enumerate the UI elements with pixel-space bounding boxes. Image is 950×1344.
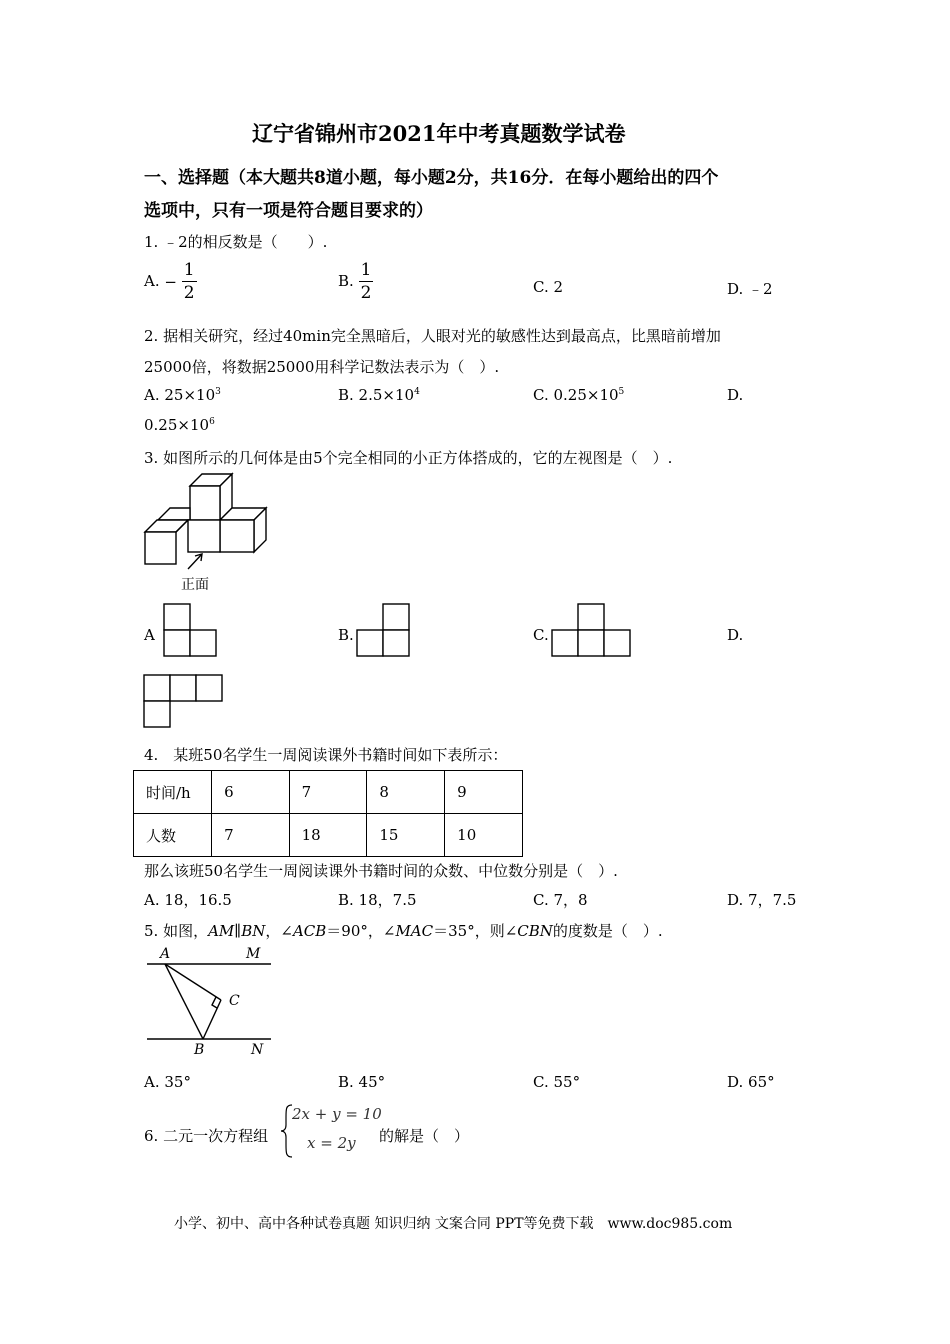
q2-option-b-exponent: 4: [414, 387, 420, 397]
q1-option-b-label: B.: [338, 272, 354, 290]
q1-option-b-denominator: 2: [360, 283, 372, 303]
q5-fig-label-c: C: [229, 993, 240, 1009]
table-cell: 人数: [134, 814, 212, 857]
q2-option-a-base: A. 25×10: [144, 386, 216, 404]
q2-option-a: [144, 386, 221, 404]
q5-stem: [144, 920, 663, 941]
q2-option-c-base: C. 0.25×10: [533, 386, 619, 404]
q6-equation-1: 2x + y = 10: [292, 1105, 382, 1123]
q1-option-b: [338, 262, 373, 302]
q1-option-b-fraction: [359, 262, 374, 302]
q3-option-a-label: A: [144, 626, 155, 644]
q6-stem-post: 的解是（ ）: [379, 1127, 470, 1145]
q2-option-c-exponent: 5: [618, 387, 625, 397]
q3-cube-figure: [140, 474, 280, 594]
q1-option-a-numerator: 1: [183, 260, 195, 280]
q5-stem-math1: AM∥BN: [208, 922, 266, 940]
q4-option-b: B. 18，7.5: [338, 891, 417, 909]
q1-option-c: C. 2: [533, 278, 564, 296]
q3-option-d-figure: [143, 674, 229, 730]
section-heading-line1: 一、选择题（本大题共8道小题，每小题2分，共16分．在每小题给出的四个: [144, 168, 719, 188]
q3-option-b-figure: [356, 603, 416, 659]
q1-option-a-label: A.: [144, 272, 160, 290]
q5-stem-mid3: ＝35°，则∠: [433, 922, 518, 940]
q2-option-b-base: B. 2.5×10: [338, 386, 415, 404]
q2-stem-line2: 25000倍，将数据25000用科学记数法表示为（ ）.: [144, 358, 500, 376]
q5-option-b: B. 45°: [338, 1073, 386, 1091]
table-cell: 7: [212, 814, 290, 857]
q4-data-table: [133, 770, 523, 857]
q5-stem-math4: CBN: [517, 922, 553, 940]
section-heading-line2: 选项中，只有一项是符合题目要求的）: [144, 201, 433, 221]
q5-fig-label-a: A: [160, 946, 171, 962]
q1-option-a-sign: −: [164, 273, 177, 291]
table-row: [134, 814, 523, 857]
q1-option-a: [144, 262, 197, 302]
q2-option-d-label: D.: [727, 386, 744, 404]
table-cell: 6: [212, 771, 290, 814]
q1-option-a-fraction: [182, 262, 197, 302]
q1-stem: 1. ﹣2的相反数是（ ）.: [144, 233, 328, 251]
q3-stem: 3. 如图所示的几何体是由5个完全相同的小正方体搭成的，它的左视图是（ ）.: [144, 449, 673, 467]
q2-option-d: [144, 416, 215, 434]
table-cell: 8: [367, 771, 445, 814]
q5-option-a: A. 35°: [144, 1073, 191, 1091]
page-footer: 小学、初中、高中各种试卷真题 知识归纳 文案合同 PPT等免费下载 www.doc985.com: [174, 1216, 733, 1232]
table-row: [134, 771, 523, 814]
q6-stem-pre: 6. 二元一次方程组: [144, 1127, 269, 1145]
table-cell: 10: [445, 814, 523, 857]
q2-stem-line1: 2. 据相关研究，经过40min完全黑暗后，人眼对光的敏感性达到最高点，比黑暗前增加: [144, 327, 721, 345]
q2-option-a-exponent: 3: [215, 387, 221, 397]
table-cell: 9: [445, 771, 523, 814]
q5-stem-mid1: ，∠: [265, 922, 293, 940]
q5-stem-mid2: ＝90°，∠: [326, 922, 396, 940]
q2-option-d-base: 0.25×10: [144, 416, 210, 434]
table-cell: 15: [367, 814, 445, 857]
q6-equation-2: x = 2y: [307, 1134, 356, 1152]
q3-option-c-figure: [551, 603, 637, 659]
q5-stem-math3: MAC: [395, 922, 434, 940]
q5-option-d: D. 65°: [727, 1073, 775, 1091]
q4-question: 那么该班50名学生一周阅读课外书籍时间的众数、中位数分别是（ ）.: [144, 862, 618, 880]
q1-option-a-denominator: 2: [183, 283, 195, 303]
q4-stem: 4. 某班50名学生一周阅读课外书籍时间如下表所示：: [144, 746, 508, 764]
q2-option-d-exponent: 6: [209, 417, 215, 427]
q3-option-a-figure: [163, 603, 223, 659]
q5-fig-label-b: B: [194, 1042, 205, 1058]
q4-option-c: C. 7，8: [533, 891, 588, 909]
q1-option-b-numerator: 1: [360, 260, 372, 280]
table-cell: 7: [289, 771, 367, 814]
page-title: 辽宁省锦州市2021年中考真题数学试卷: [252, 121, 626, 146]
q3-option-c-label: C.: [533, 626, 549, 644]
q2-option-c: [533, 386, 624, 404]
q5-stem-math2: ACB: [292, 922, 327, 940]
q4-option-a: A. 18，16.5: [144, 891, 232, 909]
q2-option-b: [338, 386, 420, 404]
table-cell: 时间/h: [134, 771, 212, 814]
q5-stem-pre: 5. 如图，: [144, 922, 209, 940]
q3-front-label: 正面: [181, 577, 209, 593]
q3-option-d-label: D.: [727, 626, 744, 644]
q4-option-d: D. 7，7.5: [727, 891, 797, 909]
q5-fig-label-m: M: [246, 946, 261, 962]
q3-option-b-label: B.: [338, 626, 354, 644]
q5-option-c: C. 55°: [533, 1073, 581, 1091]
table-cell: 18: [289, 814, 367, 857]
q5-stem-post: 的度数是（ ）.: [552, 922, 663, 940]
q1-option-d: D. ﹣2: [727, 280, 773, 298]
q5-fig-label-n: N: [251, 1042, 264, 1058]
